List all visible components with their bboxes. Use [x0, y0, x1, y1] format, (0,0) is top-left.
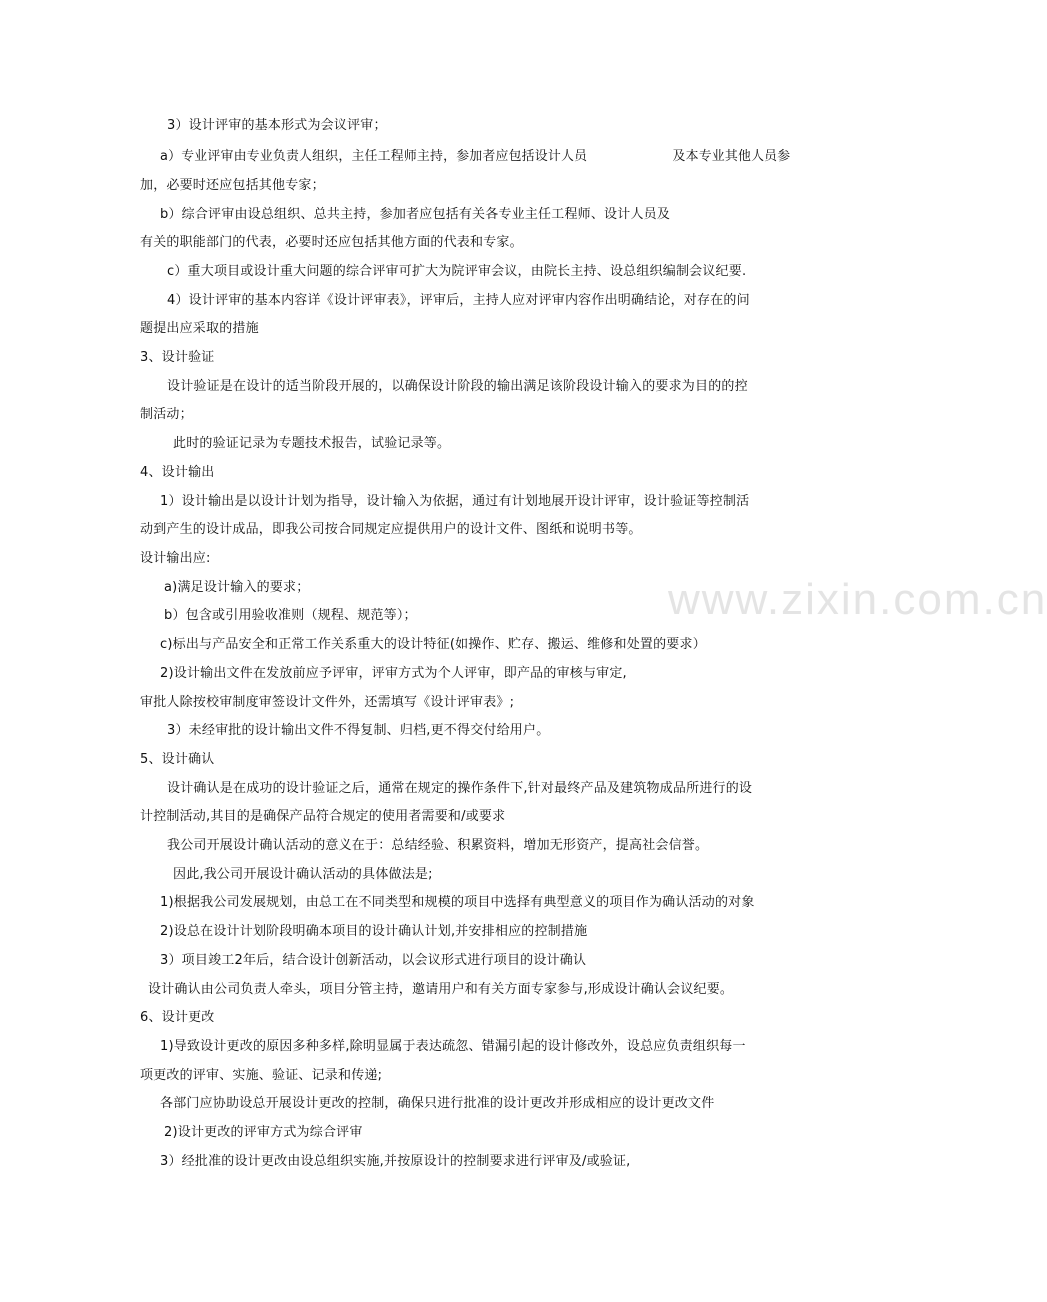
text-line: 1)导致设计更改的原因多种多样,除明显属于表达疏忽、错漏引起的设计修改外，设总应负责组织每一: [160, 1039, 746, 1054]
text-line: c）重大项目或设计重大问题的综合评审可扩大为院评审会议，由院长主持、设总组织编制会议纪要.: [167, 264, 747, 279]
text-line: c)标出与产品安全和正常工作关系重大的设计特征(如操作、贮存、搬运、维修和处置的要求）: [160, 637, 706, 652]
text-line: 此时的验证记录为专题技术报告，试验记录等。: [173, 436, 451, 451]
text-line: 题提出应采取的措施: [140, 321, 259, 336]
text-line: a)满足设计输入的要求；: [164, 580, 310, 595]
text-line: 2)设计输出文件在发放前应予评审，评审方式为个人评审，即产品的审核与审定,: [160, 666, 627, 681]
text-line: 设计确认由公司负责人牵头，项目分管主持，邀请用户和有关方面专家参与,形成设计确认会议纪要。: [148, 982, 734, 997]
text-line: 3）经批准的设计更改由设总组织实施,并按原设计的控制要求进行评审及/或验证,: [160, 1154, 631, 1169]
text-line: 4）设计评审的基本内容详《设计评审表》，评审后，主持人应对评审内容作出明确结论，对存在的问: [167, 293, 750, 308]
text-line: b）包含或引用验收准则（规程、规范等）；: [164, 608, 417, 623]
text-line: 审批人除按校审制度审签设计文件外，还需填写《设计评审表》;: [140, 695, 515, 710]
text-line: 因此,我公司开展设计确认活动的具体做法是;: [173, 867, 433, 882]
text-line: 我公司开展设计确认活动的意义在于：总结经验、积累资料，增加无形资产，提高社会信誉。: [167, 838, 709, 853]
text-line: 设计输出应:: [140, 551, 211, 566]
text-line: b）综合评审由设总组织、总共主持，参加者应包括有关各专业主任工程师、设计人员及: [160, 207, 671, 222]
text-line: 各部门应协助设总开展设计更改的控制，确保只进行批准的设计更改并形成相应的设计更改文件: [160, 1096, 715, 1111]
text-line: 设计验证是在设计的适当阶段开展的，以确保设计阶段的输出满足该阶段设计输入的要求为目的的控: [167, 379, 748, 394]
text-line: 有关的职能部门的代表，必要时还应包括其他方面的代表和专家。: [140, 235, 523, 250]
text-line: 项更改的评审、实施、验证、记录和传递;: [140, 1068, 383, 1083]
text-line: 计控制活动,其目的是确保产品符合规定的使用者需要和/或要求: [140, 809, 506, 824]
text-line: 1)根据我公司发展规划，由总工在不同类型和规模的项目中选择有典型意义的项目作为确认活动的对象: [160, 895, 755, 910]
text-line: 3）项目竣工2年后，结合设计创新活动，以会议形式进行项目的设计确认: [160, 953, 587, 968]
section-heading: 5、设计确认: [140, 752, 215, 767]
text-line: 1）设计输出是以设计计划为指导，设计输入为依据，通过有计划地展开设计评审，设计验证等控制活: [160, 494, 750, 509]
text-line: a）专业评审由专业负责人组织，主任工程师主持，参加者应包括设计人员 及本专业其他人员参: [160, 149, 791, 164]
text-line: 设计确认是在成功的设计验证之后，通常在规定的操作条件下,针对最终产品及建筑物成品所进行的设: [167, 781, 753, 796]
section-heading: 3、设计验证: [140, 350, 215, 365]
text-line: 3）设计评审的基本形式为会议评审；: [167, 118, 387, 133]
section-heading: 6、设计更改: [140, 1010, 215, 1025]
section-heading: 4、设计输出: [140, 465, 215, 480]
watermark: www.zixin.com.cn: [668, 575, 1047, 624]
text-line: 2)设计更改的评审方式为综合评审: [164, 1125, 363, 1140]
text-line: 3）未经审批的设计输出文件不得复制、归档,更不得交付给用户。: [167, 723, 550, 738]
text-line: 动到产生的设计成品，即我公司按合同规定应提供用户的设计文件、图纸和说明书等。: [140, 522, 642, 537]
text-line: 2)设总在设计计划阶段明确本项目的设计确认计划,并安排相应的控制措施: [160, 924, 588, 939]
text-line: 加，必要时还应包括其他专家；: [140, 178, 325, 193]
text-line: 制活动；: [140, 407, 193, 422]
